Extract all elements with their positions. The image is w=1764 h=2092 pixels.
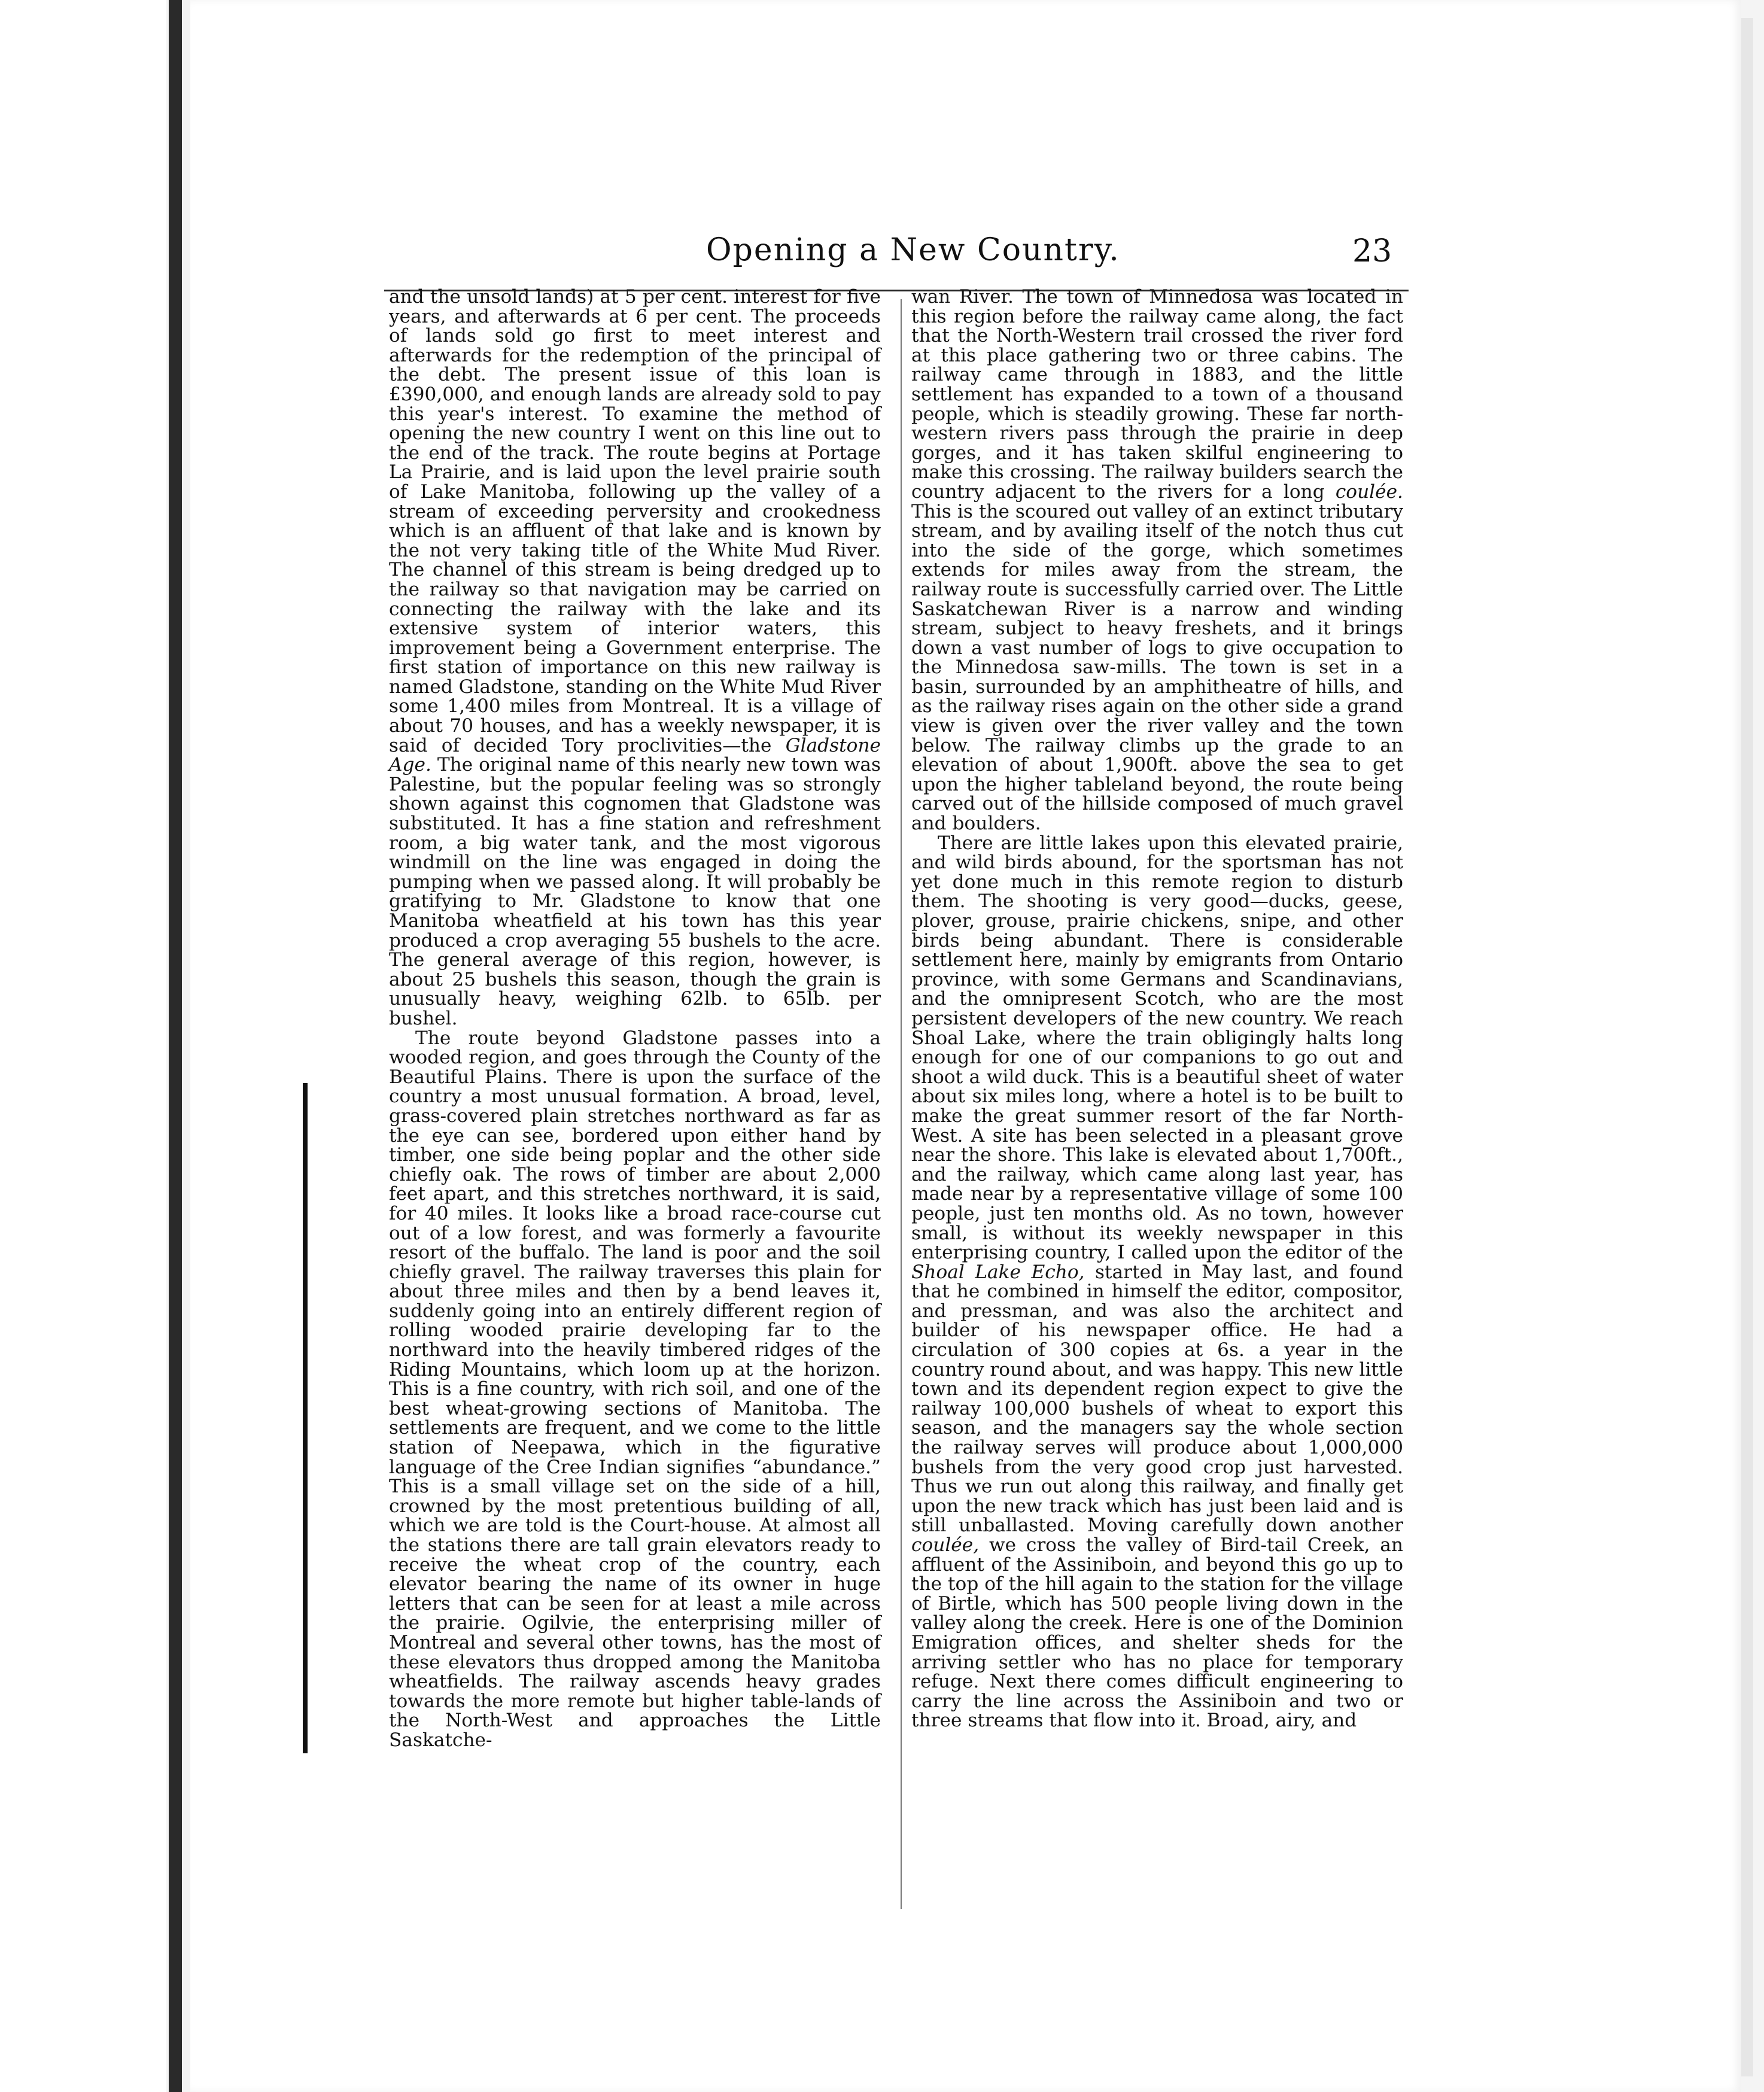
newspaper-title: Gladstone Age. (389, 734, 881, 776)
running-title: Opening a New Country. (706, 232, 1120, 268)
margin-mark (303, 1083, 308, 1753)
column-divider (901, 299, 902, 1909)
page-number: 23 (1352, 233, 1392, 269)
scan-right-edge (1741, 18, 1753, 2076)
running-head (383, 232, 1412, 282)
paragraph: The route beyond Gladstone passes into a wooded region, and goes through the County of the Beautiful Plains. There is upon the surface of the country a most unusual formation. A broad, level, grass-covered plain stretches northward as far as the eye can see, bordered upon either hand by timber, one side being poplar and the other side chiefly oak. The rows of timber are about 2,000 feet apart, and this stretches northward, it is said, for 40 miles. It looks like a broad race-course cut out of a low forest, and was formerly a favourite resort of the buffalo. The land is poor and the soil chiefly gravel. The railway traverses this plain for about three miles and then by a bend leaves it, suddenly going into an entirely different region of rolling wooded prairie developing far to the northward into the heavily timbered ridges of the Riding Mountains, which loom up at the horizon. This is a fine country, with rich soil, and one of the best wheat-growing sections of Manitoba. The settlements are frequent, and we come to the little station of Neepawa, which in the figurative language of the Cree Indian signifies “abundance.” This is a small village set on the side of a hill, crowned by the most pretentious building of all, which we are told is the Court-house. At almost all the stations there are tall grain elevators ready to receive the wheat crop of the country, each elevator bearing the name of its owner in huge letters that can be seen for at least a mile across the prairie. Ogilvie, the enterprising miller of Montreal and several other towns, has the most of these elevators thus dropped among the Manitoba wheatfields. The railway ascends heavy grades towards the more remote but higher table-lands of the North-West and approaches the Little Saskatche- (389, 1027, 881, 1751)
paragraph: wan River. The town of Minnedosa was located in this region before the railway came along, the fact that the North-Western trail crossed the river ford at this place gathering two or three cabins. The railway came through in 1883, and the little settlement has expanded to a town of a thousand people, which is steadily growing. These far north-western rivers pass through the prairie in deep gorges, and it has taken skilful engineering to make this crossing. The railway builders search the country adjacent to the rivers for a long coulée. This is the scoured out valley of an extinct tributary stream, and by availing itself of the notch thus cut into the side of the gorge, which sometimes extends for miles away from the stream, the railway route is successfully carried over. The Little Saskatchewan River is a narrow and winding stream, subject to heavy freshets, and it brings down a vast number of logs to give occupation to the Minnedosa saw-mills. The town is set in a basin, surrounded by an amphitheatre of hills, and as the railway rises again on the other side a grand view is given over the river valley and the town below. The railway climbs up the grade to an elevation of about 1,900ft. above the sea to get upon the higher tableland beyond, the route being carved out of the hillside composed of much gravel and boulders. (911, 286, 1403, 835)
paragraph: and the unsold lands) at 5 per cent. interest for five years, and afterwards at 6 per cent. The proceeds of lands sold go first to meet interest and afterwards for the redemption of the principal of the debt. The present issue of this loan is £390,000, and enough lands are already sold to pay this year's interest. To examine the method of opening the new country I went on this line out to the end of the track. The route begins at Portage La Prairie, and is laid upon the level prairie south of Lake Manitoba, following up the valley of a stream of exceeding perversity and crookedness which is an affluent of that lake and is known by the not very taking title of the White Mud River. The channel of this stream is being dredged up to the railway so that navigation may be carried on connecting the railway with the lake and its extensive system of interior waters, this improvement being a Government enterprise. The first station of importance on this new railway is named Gladstone, standing on the White Mud River some 1,400 miles from Montreal. It is a village of about 70 houses, and has a weekly newspaper, it is said of decided Tory proclivities—the Gladstone Age. The original name of this nearly new town was Palestine, but the popular feeling was so strongly shown against this cognomen that Gladstone was substituted. It has a fine station and refreshment room, a big water tank, and the most vigorous windmill on the line was engaged in doing the pumping when we passed along. It will probably be gratifying to Mr. Gladstone to know that one Manitoba wheatfield at his town has this year produced a crop averaging 55 bushels to the acre. The general average of this region, however, is about 25 bushels this season, though the grain is unusually heavy, weighing 62lb. to 65lb. per bushel. (389, 286, 881, 1029)
scan-page-edge (169, 0, 182, 2092)
right-column (911, 287, 1403, 1731)
scan-margin (0, 0, 166, 2092)
italic-term: coulée, (911, 1534, 980, 1556)
italic-term: coulée. (1335, 481, 1403, 503)
newspaper-title: Shoal Lake Echo, (911, 1261, 1085, 1283)
paragraph: There are little lakes upon this elevated prairie, and wild birds abound, for the sportsman has not yet done much in this remote region to disturb them. The shooting is very good—ducks, geese, plover, grouse, prairie chickens, snipe, and other birds being abundant. There is considerable settlement here, mainly by emigrants from Ontario province, with some Germans and Scandinavians, and the omnipresent Scotch, who are the most persistent developers of the new country. We reach Shoal Lake, where the train obligingly halts long enough for one of our companions to go out and shoot a wild duck. This is a beautiful sheet of water about six miles long, where a hotel is to be built to make the great summer resort of the far North-West. A site has been selected in a pleasant grove near the shore. This lake is elevated about 1,700ft., and the railway, which came along last year, has made near by a representative village of some 100 people, just ten months old. As no town, however small, is without its weekly newspaper in this enterprising country, I called upon the editor of the Shoal Lake Echo, started in May last, and found that he combined in himself the editor, compositor, and pressman, and was also the architect and builder of his newspaper office. He had a circulation of 300 copies at 6s. a year in the country round about, and was happy. This new little town and its dependent region expect to give the railway 100,000 bushels of wheat to export this season, and the managers say the whole section the railway serves will produce about 1,000,000 bushels from the very good crop just harvested. Thus we run out along this railway, and finally get upon the new track which has just been laid and is still unballasted. Moving carefully down another coulée, we cross the valley of Bird-tail Creek, an affluent of the Assiniboin, and beyond this go up to the top of the hill again to the station for the village of Birtle, which has 500 people living down in the valley along the creek. Here is one of the Dominion Emigration offices, and shelter sheds for the arriving settler who has no place for temporary refuge. Next there comes difficult engineering to carry the line across the Assiniboin and two or three streams that flow into it. Broad, airy, and (911, 832, 1403, 1732)
left-column (389, 287, 881, 1750)
